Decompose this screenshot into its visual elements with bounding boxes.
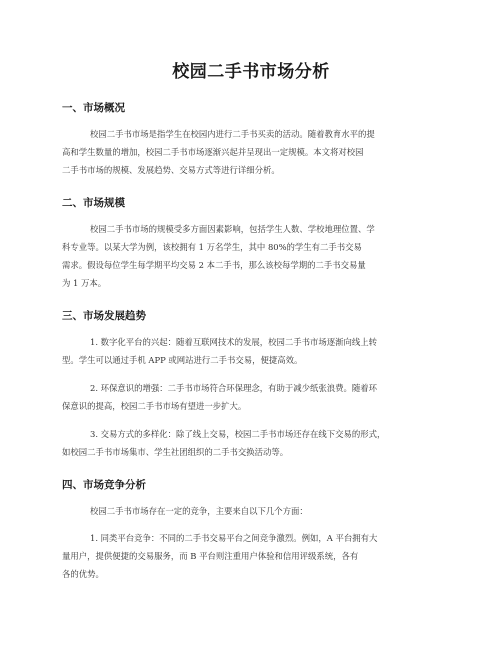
paragraph-line: 型。学生可以通过手机 APP 或网站进行二手书交易，便捷高效。 <box>62 355 303 365</box>
paragraph-line: 3. 交易方式的多样化：除了线上交易，校园二手书市场还存在线下交易的形式， <box>90 429 386 439</box>
paragraph-line: 科专业等。以某大学为例，该校拥有 1 万名学生，其中 80%的学生有二手书交易 <box>62 242 362 252</box>
paragraph-line: 保意识的提高，校园二手书市场有望进一步扩大。 <box>62 401 247 411</box>
paragraph-line: 校园二手书市场存在一定的竞争，主要来自以下几个方面： <box>90 506 308 516</box>
paragraph-line: 1. 同类平台竞争：不同的二手书交易平台之间竞争激烈。例如，A 平台拥有大 <box>90 533 378 543</box>
paragraph-line: 2. 环保意识的增强：二手书市场符合环保理念，有助于减少纸张浪费。随着环 <box>90 383 378 393</box>
section-heading-scale: 二、市场规模 <box>62 197 125 209</box>
paragraph-line: 需求。假设每位学生每学期平均交易 2 本二手书，那么该校每学期的二手书交易量 <box>62 260 366 270</box>
paragraph-line: 如校园二手书市场集市、学生社团组织的二手书交换活动等。 <box>62 447 289 457</box>
paragraph-line: 为 1 万本。 <box>62 278 107 288</box>
paragraph-line: 1. 数字化平台的兴起：随着互联网技术的发展，校园二手书市场逐渐向线上转 <box>90 337 378 347</box>
section-heading-trends: 三、市场发展趋势 <box>62 310 146 322</box>
paragraph-line: 各的优势。 <box>62 569 104 579</box>
paragraph-line: 校园二手书市场的规模受多方面因素影响，包括学生人数、学校地理位置、学 <box>90 224 375 234</box>
paragraph-line: 高和学生数量的增加，校园二手书市场逐渐兴起并呈现出一定规模。本文将对校园 <box>62 147 364 157</box>
document-title: 校园二手书市场分析 <box>172 62 330 82</box>
paragraph-line: 量用户，提供便捷的交易服务，而 B 平台则注重用户体验和信用评级系统，各有 <box>62 551 359 561</box>
paragraph-line: 校园二手书市场是指学生在校园内进行二手书买卖的活动。随着教育水平的提 <box>90 129 375 139</box>
paragraph-line: 二手书市场的规模、发展趋势、交易方式等进行详细分析。 <box>62 165 280 175</box>
section-heading-overview: 一、市场概况 <box>62 102 125 114</box>
section-heading-competition: 四、市场竞争分析 <box>62 479 146 491</box>
